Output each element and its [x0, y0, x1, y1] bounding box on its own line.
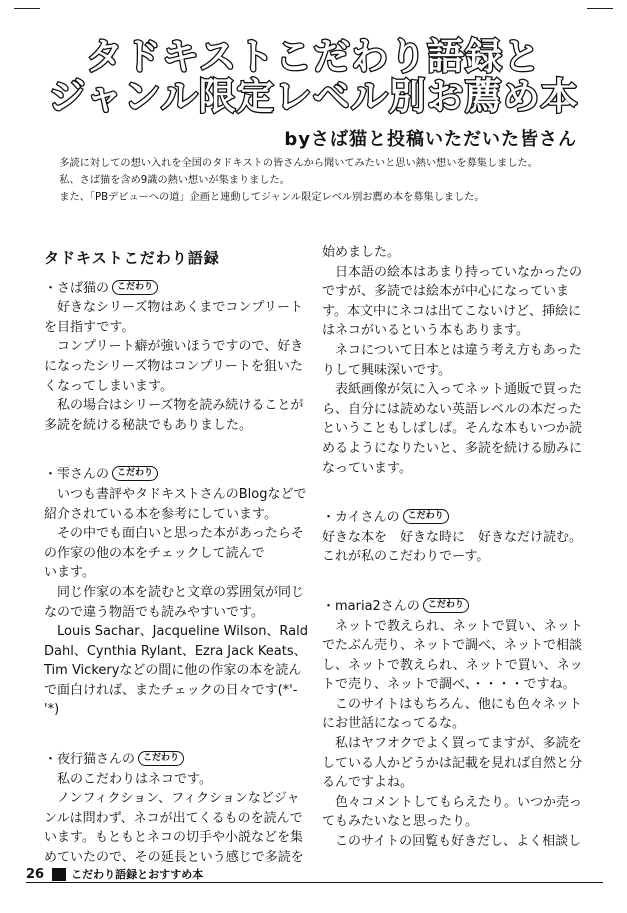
paragraph: 好きな本を 好きな時に 好きなだけ読む。 — [322, 529, 583, 545]
kodawari-badge: こだわり — [423, 598, 469, 613]
footer-square-icon — [52, 868, 66, 881]
page-title-line-2: ジャンル限定レベル別お薦め本 — [48, 75, 579, 118]
paragraph: 色々コメントしてもらえたり。いつか売ってもみたいなと思ったり。 — [322, 794, 583, 830]
contributor-heading-sabaneko — [44, 279, 310, 299]
intro-paragraph: 私、さば猫を含め9識の熱い想いが集まりました。 — [59, 175, 290, 186]
contributor-name: ・さば猫の — [44, 280, 110, 296]
kodawari-badge: こだわり — [112, 280, 158, 295]
contributor-heading-maria2 — [322, 597, 588, 617]
paragraph: その中でも面白いと思った本があったらその作家の他の本をチェックして読んで — [44, 526, 304, 561]
crop-mark-left — [14, 8, 40, 9]
byline: byさば猫と投稿いただいた皆さん — [284, 129, 577, 150]
right-column — [322, 243, 588, 852]
paragraph: 私の場合はシリーズ物を読み続けることが多読を続ける秘訣でもありました。 — [44, 398, 304, 433]
paragraph: 好きなシリーズ物はあくまでコンプリートを目指すです。 — [44, 300, 303, 335]
kodawari-badge: こだわり — [138, 751, 184, 766]
paragraph: Louis Sachar、Jacqueline Wilson、Rald Dahl、Cynthia Rylant、Ezra Jack Keats、Tim Vickeryなどの間に他の作家の本を読んで面白ければ、またチェックの日々です(*'-'*) — [44, 624, 309, 718]
paragraph: 私のこだわりはネコです。 — [57, 771, 212, 787]
contributor-heading-shizuku — [44, 465, 310, 485]
page-footer — [26, 866, 203, 882]
section-heading: タドキストこだわり語録 — [44, 249, 220, 267]
contributor-name: ・maria2さんの — [322, 598, 420, 614]
spacer — [44, 435, 310, 465]
intro-text — [44, 155, 589, 206]
paragraph: ネコについて日本とは違う考え方もあったりして興味深いです。 — [322, 342, 582, 378]
crop-mark-right — [587, 8, 613, 9]
contributor-heading-kai — [322, 508, 588, 528]
spacer — [322, 478, 588, 508]
intro-paragraph: また、「PBデビューへの道」企画と連動してジャンル限定レベル別お薦め本を募集しました。 — [59, 192, 485, 203]
paragraph: 私はヤフオクでよく買ってますが、多読をしている人かどうかは記載を見れば自然と分るんですよね。 — [322, 736, 583, 791]
paragraph: これが私のこだわりでーす。 — [322, 549, 490, 565]
footer-label: こだわり語録とおすすめ本 — [71, 868, 204, 881]
paragraph: 表紙画像が気に入ってネット通販で買ったら、自分には読めない英語レベルの本だったということもしばしば。そんな本もいつか読めるようになりたいと、多読を続ける励みになっています。 — [322, 382, 583, 476]
paragraph: このサイトの回覧も好きだし、よく相談し — [335, 834, 582, 850]
contributor-name: ・カイさんの — [322, 510, 400, 526]
intro-paragraph: 多読に対しての想い入れを全国のタドキストの皆さんから聞いてみたいと思い熱い想いを募集しました。 — [59, 158, 538, 169]
contributor-name: ・夜行猫さんの — [44, 752, 136, 768]
paragraph: います。 — [44, 565, 95, 581]
paragraph: ネットで教えられ、ネットで買い、ネットでたぶん売り、ネットで調べ、ネットで相談し、ネットで教えられ、ネットで買い、ネットで売り、ネットで調べ、・・・・ですね。 — [322, 618, 583, 693]
left-column — [44, 243, 310, 868]
paragraph: 日本語の絵本はあまり持っていなかったのですが、多読では絵本が中心になっています。本文中にネコは出てこないけど、挿絵にはネコがいるという本もあります。 — [322, 264, 583, 339]
footer-divider — [26, 882, 603, 883]
spacer — [44, 720, 310, 750]
paragraph: 同じ作家の本を読むと文章の雰囲気が同じなので違う物語でも読みやすいです。 — [44, 584, 305, 620]
page-number: 26 — [26, 866, 45, 882]
contributor-name: ・雫さんの — [44, 467, 110, 483]
kodawari-badge: こだわり — [403, 509, 449, 524]
paragraph: このサイトはもちろん、他にも色々ネットにお世話になってるな。 — [322, 696, 582, 732]
page-title-line-1: タドキストこだわり語録と — [85, 35, 542, 78]
paragraph: いつも書評やタドキストさんのBlogなどで紹介されている本を参考にしています。 — [44, 486, 307, 522]
kodawari-badge: こだわり — [112, 466, 158, 481]
contributor-heading-yakouneko — [44, 750, 310, 770]
paragraph: コンプリート癖が強いほうですので、好きになったシリーズ物はコンプリートを狙いたくなってしまいます。 — [44, 339, 304, 394]
paragraph: 始めました。 — [322, 245, 401, 260]
spacer — [322, 567, 588, 597]
paragraph: ノンフィクション、フィクションなどジャンルは問わず、ネコが出てくるものを読んでいます。もともとネコの切手や小説などを集めていたので、その延長という感じで多読を — [44, 791, 304, 866]
